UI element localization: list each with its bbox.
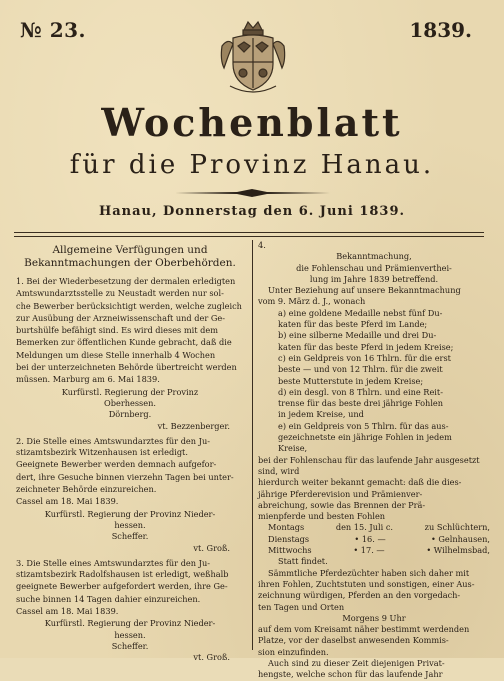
- closing-line: Sämmtliche Pferdezüchter haben sich daher mit: [268, 567, 470, 578]
- closing-line: Morgens 9 Uhr: [342, 612, 406, 623]
- notice-line: 1. Bei der Wiederbesetzung der dermalen erledigten: [16, 276, 236, 286]
- closing-line: zeichnung würdigen, Pferden an den vorgedach-: [258, 590, 461, 601]
- notice-line: che Bewerber berücksichtigt werden, welche zugleich: [16, 300, 242, 311]
- intro-line: vom 9. März d. J., wonach: [258, 296, 366, 307]
- body-line: jährige Pferderevision und Prämienver-: [258, 488, 423, 499]
- notice-line: dert, ihre Gesuche binnen vierzehn Tagen bei unter-: [16, 471, 234, 482]
- top-rule: [14, 232, 484, 233]
- notice-line: Cassel am 18. Mai 1839.: [16, 496, 119, 507]
- notice-line: müssen. Marburg am 6. Mai 1839.: [16, 374, 160, 385]
- schedule-date: den 15. Juli c.: [335, 522, 394, 533]
- schedule-day: Montags: [268, 522, 305, 533]
- notice-line: Geeignete Bewerber werden demnach aufgefor-: [16, 459, 217, 470]
- signature-line: Oberhessen.: [104, 397, 156, 408]
- schedule-place: • Wilhelmsbad,: [426, 545, 490, 556]
- closing-line: hengste, welche schon für das laufende Jahr: [258, 669, 443, 680]
- signature-line: Kurfürstl. Regierung der Provinz: [61, 386, 199, 397]
- notice-heading-line: Bekanntmachung,: [336, 251, 412, 262]
- notice-number: 4.: [258, 240, 266, 250]
- closing-line: ten Tagen und Orten: [258, 601, 345, 612]
- prize-line: katen für das beste Pferd in jedem Kreise;: [278, 341, 454, 352]
- left-column: [16, 240, 244, 664]
- notice-line: zur Ausübung der Arzneiwissenschaft und der Ge-: [16, 312, 226, 323]
- prize-line: gezeichnetste ein jährige Fohlen in jedem: [278, 432, 452, 443]
- closing-line: Platze, vor der daselbst anwesenden Kommis-: [258, 635, 449, 646]
- section-heading: Allgemeine Verfügungen und Bekanntmachungen der Oberbehörden.: [24, 244, 236, 269]
- masthead-title: Wochenblatt: [101, 100, 403, 145]
- issue-number: № 23.: [20, 18, 86, 42]
- intro-line: Unter Beziehung auf unsere Bekanntmachung: [268, 285, 461, 296]
- column-separator: [252, 240, 253, 650]
- notice-line: suche binnen 14 Tagen dahier einzureichen.: [16, 593, 201, 604]
- signature-line: hessen.: [114, 629, 146, 640]
- schedule-date: • 16. —: [354, 533, 386, 544]
- notice-heading-line: die Fohlenschau und Prämienverthei-: [296, 262, 452, 273]
- body-line: hierdurch weiter bekannt gemacht: daß die dies-: [258, 477, 462, 488]
- notice-1: [16, 276, 244, 432]
- notice-line: 3. Die Stelle eines Amtswundarztes für den Ju-: [16, 557, 210, 568]
- signature-right: vt. Bezzenberger.: [157, 420, 230, 431]
- notice-line: zeichneter Behörde einzureichen.: [16, 484, 157, 495]
- notice-line: Amtswundarztsstelle zu Neustadt werden nur sol-: [16, 288, 224, 299]
- closing-line: sion einzufinden.: [258, 646, 329, 657]
- schedule-date: • 17. —: [353, 545, 385, 556]
- prize-line: beste Mutterstute in jedem Kreise;: [278, 375, 424, 386]
- notice-line: Bemerken zur öffentlichen Kunde gebracht, daß die: [16, 337, 232, 348]
- schedule-row: [258, 522, 490, 533]
- ornament-divider-icon: [175, 188, 330, 198]
- notice-line: burtshülfe befähigt sind. Es wird dieses mit dem: [16, 325, 218, 336]
- issue-year: 1839.: [409, 18, 472, 42]
- signature-line: Scheffer.: [111, 531, 149, 542]
- schedule-place: zu Schlüchtern,: [424, 522, 490, 533]
- prize-line: d) ein desgl. von 8 Thlrn. und eine Reit-: [278, 386, 443, 397]
- prize-line: Kreise,: [278, 443, 308, 454]
- signature-line: hessen.: [114, 519, 146, 530]
- prize-line: b) eine silberne Medaille und drei Du-: [278, 330, 437, 341]
- notice-heading-line: lung im Jahre 1839 betreffend.: [309, 273, 439, 284]
- masthead-subtitle: für die Provinz Hanau.: [69, 150, 435, 180]
- signature-line: Kurfürstl. Regierung der Provinz Nieder-: [44, 618, 216, 629]
- prize-line: in jedem Kreise, und: [278, 409, 364, 420]
- right-column: [258, 240, 490, 681]
- schedule-day: Dienstags: [268, 533, 310, 544]
- schedule-place: • Gelnhausen,: [430, 533, 490, 544]
- schedule-row: [258, 545, 490, 556]
- body-line: abreichung, sowie das Brennen der Prä-: [258, 499, 426, 510]
- notice-line: stizamtsbezirk Radolfshausen ist erledigt, weßhalb: [16, 569, 229, 580]
- signature-right: vt. Groß.: [193, 652, 230, 663]
- dateline: Hanau, Donnerstag den 6. Juni 1839.: [98, 204, 406, 219]
- closing-line: ihren Fohlen, Zuchtstuten und sonstigen, einer Aus-: [258, 578, 475, 589]
- signature-line: Kurfürstl. Regierung der Provinz Nieder-: [44, 508, 216, 519]
- closing-line: auf dem vom Kreisamt näher bestimmt werdenden: [258, 624, 470, 635]
- notice-line: 2. Die Stelle eines Amtswundarztes für den Ju-: [16, 435, 210, 446]
- notice-line: geeignete Bewerber aufgefordert werden, ihre Ge-: [16, 581, 228, 592]
- prize-line: katen für das beste Pferd im Lande;: [278, 319, 428, 330]
- schedule-row: [258, 534, 490, 545]
- prize-line: trense für das beste drei jährige Fohlen: [278, 398, 444, 409]
- notice-3: [16, 558, 244, 664]
- signature-line: Scheffer.: [111, 640, 149, 651]
- signature-line: Dörnberg.: [108, 409, 152, 420]
- top-rule-thin: [14, 236, 484, 237]
- signature-right: vt. Groß.: [193, 542, 230, 553]
- closing-line: Statt findet.: [278, 556, 328, 567]
- coat-of-arms-icon: [216, 16, 290, 96]
- notice-line: Meldungen um diese Stelle innerhalb 4 Wochen: [16, 349, 216, 360]
- prize-line: c) ein Geldpreis von 16 Thlrn. für die erst: [278, 352, 451, 363]
- body-line: mienpferde und besten Fohlen: [258, 511, 386, 522]
- prize-line: beste — und von 12 Thlrn. für die zweit: [278, 364, 443, 375]
- notice-2: [16, 436, 244, 554]
- prize-line: e) ein Geldpreis von 5 Thlrn. für das aus-: [278, 420, 449, 431]
- notice-line: Cassel am 18. Mai 1839.: [16, 606, 119, 617]
- closing-line: Auch sind zu dieser Zeit diejenigen Privat-: [268, 657, 445, 668]
- schedule-day: Mittwochs: [268, 545, 312, 556]
- notice-line: stizamtsbezirk Witzenhausen ist erledigt.: [16, 447, 188, 458]
- body-line: bei der Fohlenschau für das laufende Jahr ausgesetzt sind, wird: [258, 454, 480, 476]
- notice-line: bei der unterzeichneten Behörde übertreicht werden: [16, 362, 237, 373]
- prize-line: a) eine goldene Medaille nebst fünf Du-: [278, 307, 443, 318]
